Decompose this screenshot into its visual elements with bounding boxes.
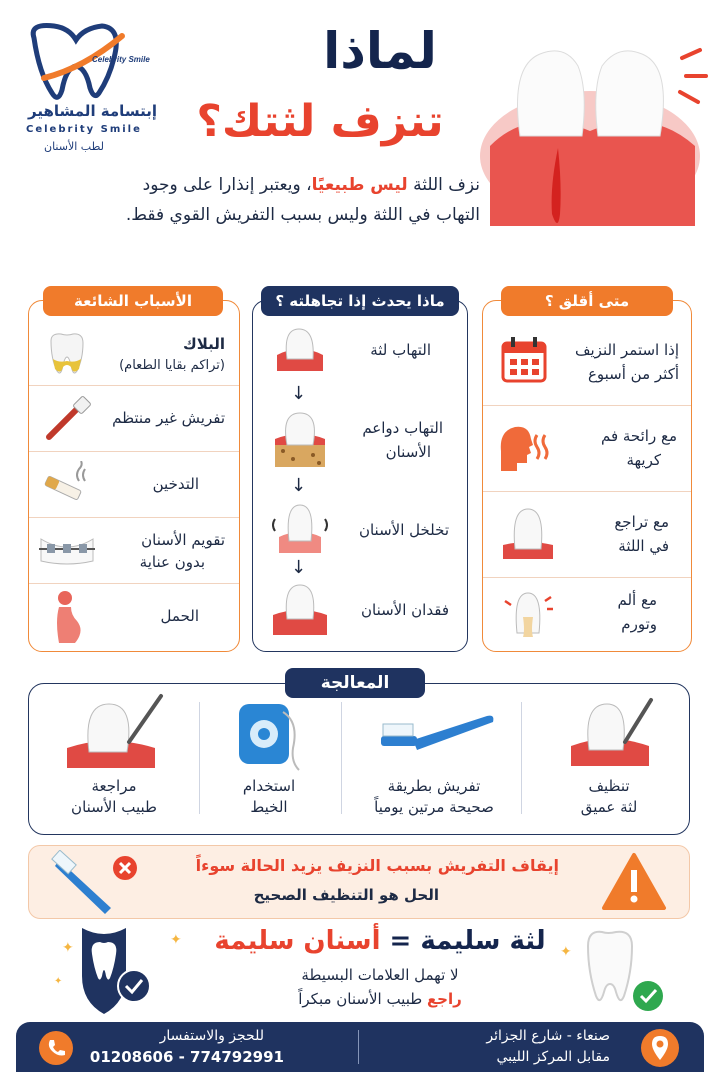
treatment-label bbox=[529, 776, 689, 818]
warning-triangle-icon bbox=[601, 852, 667, 912]
health-equation bbox=[190, 926, 570, 956]
when-title: متى أقلق ؟ bbox=[501, 286, 673, 316]
svg-text:✦: ✦ bbox=[62, 940, 74, 956]
list-item bbox=[29, 319, 239, 386]
cause-sub: (تراكم بقايا الطعام) bbox=[119, 358, 225, 373]
ignore-label: التهاب لثة bbox=[370, 341, 431, 359]
toothbrush-icon bbox=[43, 395, 93, 441]
health-line2-highlight: راجع bbox=[426, 990, 462, 1008]
pregnant-woman-icon bbox=[51, 589, 87, 645]
when-sub: وتورم bbox=[621, 615, 657, 633]
ignore-title: ماذا يحدث إذا تجاهلته ؟ bbox=[261, 286, 459, 316]
warning-banner bbox=[28, 845, 690, 919]
when-sub: أكثر من أسبوع bbox=[587, 365, 679, 383]
cigarette-icon bbox=[41, 461, 91, 507]
list-item bbox=[29, 385, 239, 452]
brand-tagline: لطب الأسنان bbox=[44, 140, 104, 153]
treatment-title: المعالجة bbox=[285, 668, 425, 698]
title-line1: لماذا bbox=[323, 22, 437, 80]
when-panel bbox=[482, 292, 692, 652]
treatment-line1: مراجعة bbox=[91, 777, 137, 795]
loose-tooth-icon bbox=[269, 499, 331, 555]
gum-inflammation-icon bbox=[275, 325, 325, 373]
cause-label: تقويم الأسنان bbox=[141, 531, 225, 549]
when-label: إذا استمر النزيف bbox=[574, 341, 679, 359]
list-item bbox=[483, 405, 691, 492]
list-item bbox=[29, 583, 239, 649]
treatment-item bbox=[197, 684, 341, 834]
list-item bbox=[29, 451, 239, 518]
causes-panel bbox=[28, 292, 240, 652]
treatment-label bbox=[197, 776, 341, 818]
list-item bbox=[483, 491, 691, 578]
health-line1: لا تهمل العلامات البسيطة bbox=[301, 966, 459, 984]
when-label: مع ألم bbox=[617, 591, 657, 609]
down-arrow-icon: ↓ bbox=[291, 475, 307, 496]
ignore-sub: الأسنان bbox=[385, 443, 431, 461]
ignore-label: التهاب دواعم bbox=[362, 419, 443, 437]
down-arrow-icon: ↓ bbox=[291, 557, 307, 578]
gum-recession-icon bbox=[501, 505, 555, 561]
braces-icon bbox=[37, 531, 97, 567]
treatment-line2: الخيط bbox=[250, 798, 288, 816]
divider bbox=[341, 702, 342, 814]
toothbrush-icon bbox=[377, 710, 497, 760]
ignore-panel bbox=[252, 292, 468, 652]
health-right: أسنان سليمة bbox=[214, 926, 381, 956]
when-sub: في اللثة bbox=[618, 537, 669, 555]
floss-icon bbox=[233, 692, 305, 772]
treatment-line2: لثة عميق bbox=[580, 798, 638, 816]
contact-phones[interactable]: 01208606 - 774792991 bbox=[89, 1048, 284, 1066]
intro-part1: نزف اللثة bbox=[407, 175, 480, 195]
treatment-label bbox=[347, 776, 521, 818]
treatment-panel bbox=[28, 673, 690, 835]
list-item bbox=[29, 517, 239, 584]
health-equals: = bbox=[389, 926, 412, 956]
divider bbox=[199, 702, 200, 814]
footer-bar bbox=[16, 1022, 704, 1072]
treatment-line2: طبيب الأسنان bbox=[71, 798, 157, 816]
svg-text:✦: ✦ bbox=[560, 944, 572, 960]
painful-tooth-icon bbox=[499, 587, 557, 639]
intro-highlight: ليس طبيعيًا bbox=[311, 175, 408, 195]
dentist-tool-icon bbox=[65, 692, 165, 772]
brand-name-en: Celebrity Smile bbox=[26, 124, 142, 135]
deep-cleaning-icon bbox=[569, 694, 655, 770]
warning-line2: الحل هو التنظيف الصحيح bbox=[253, 886, 439, 904]
treatment-item bbox=[529, 684, 689, 834]
treatment-item bbox=[347, 684, 521, 834]
svg-text:✦: ✦ bbox=[54, 976, 63, 987]
cause-label: تفريش غير منتظم bbox=[112, 409, 225, 427]
cause-sub: بدون عناية bbox=[139, 553, 205, 571]
ignore-label: تخلخل الأسنان bbox=[358, 521, 449, 539]
cause-label: الحمل bbox=[160, 607, 199, 625]
treatment-label bbox=[29, 776, 199, 818]
contact-label: للحجز والاستفسار bbox=[159, 1028, 264, 1044]
location-pin-icon[interactable] bbox=[640, 1028, 680, 1068]
brand-logo bbox=[14, 18, 164, 158]
ignore-label: فقدان الأسنان bbox=[361, 601, 449, 619]
periodontitis-icon bbox=[273, 409, 327, 469]
intro-paragraph bbox=[120, 170, 480, 230]
intro-part2: ، ويعتبر إنذارا على وجود التهاب في اللثة وليس بسبب التفريش القوي فقط. bbox=[125, 175, 480, 225]
down-arrow-icon: ↓ bbox=[291, 383, 307, 404]
calendar-icon bbox=[501, 335, 547, 383]
warning-line1: إيقاف التفريش بسبب النزيف يزيد الحالة سوءاً bbox=[195, 856, 559, 875]
list-item bbox=[483, 319, 691, 406]
divider bbox=[521, 702, 522, 814]
treatment-line1: تفريش بطريقة bbox=[387, 777, 481, 795]
treatment-line2: صحيحة مرتين يومياً bbox=[374, 798, 494, 816]
health-line2 bbox=[230, 990, 530, 1008]
causes-title: الأسباب الشائعة bbox=[43, 286, 223, 316]
brand-name-ar: إبتسامة المشاهير bbox=[28, 102, 157, 120]
logo-mark-text: Celebrity Smile bbox=[92, 55, 150, 64]
phone-icon[interactable] bbox=[38, 1030, 74, 1066]
plaque-tooth-icon bbox=[43, 331, 91, 379]
tooth-loss-icon bbox=[271, 581, 329, 637]
address-line2: مقابل المركز الليبي bbox=[496, 1049, 610, 1065]
cause-label: التدخين bbox=[152, 475, 199, 493]
health-line2-rest: طبيب الأسنان مبكراً bbox=[298, 990, 427, 1008]
treatment-line1: تنظيف bbox=[588, 777, 630, 795]
when-sub: كريهة bbox=[626, 451, 661, 469]
shield-tooth-icon bbox=[52, 924, 202, 1018]
bad-breath-icon bbox=[497, 421, 553, 473]
no-brushing-icon bbox=[51, 850, 143, 916]
bleeding-gum-illustration bbox=[470, 36, 710, 226]
svg-text:✦: ✦ bbox=[170, 932, 182, 948]
title-line2: تنزف لثتك؟ bbox=[196, 96, 444, 147]
divider bbox=[358, 1030, 359, 1064]
treatment-line1: استخدام bbox=[242, 777, 296, 795]
health-left: لثة سليمة bbox=[420, 926, 546, 956]
cause-label: البلاك bbox=[182, 335, 225, 353]
healthy-tooth-icon bbox=[552, 926, 682, 1016]
treatment-item bbox=[29, 684, 199, 834]
when-label: مع رائحة فم bbox=[600, 427, 677, 445]
list-item bbox=[483, 577, 691, 649]
when-label: مع تراجع bbox=[614, 513, 669, 531]
address-line1: صنعاء - شارع الجزائر bbox=[486, 1028, 610, 1044]
